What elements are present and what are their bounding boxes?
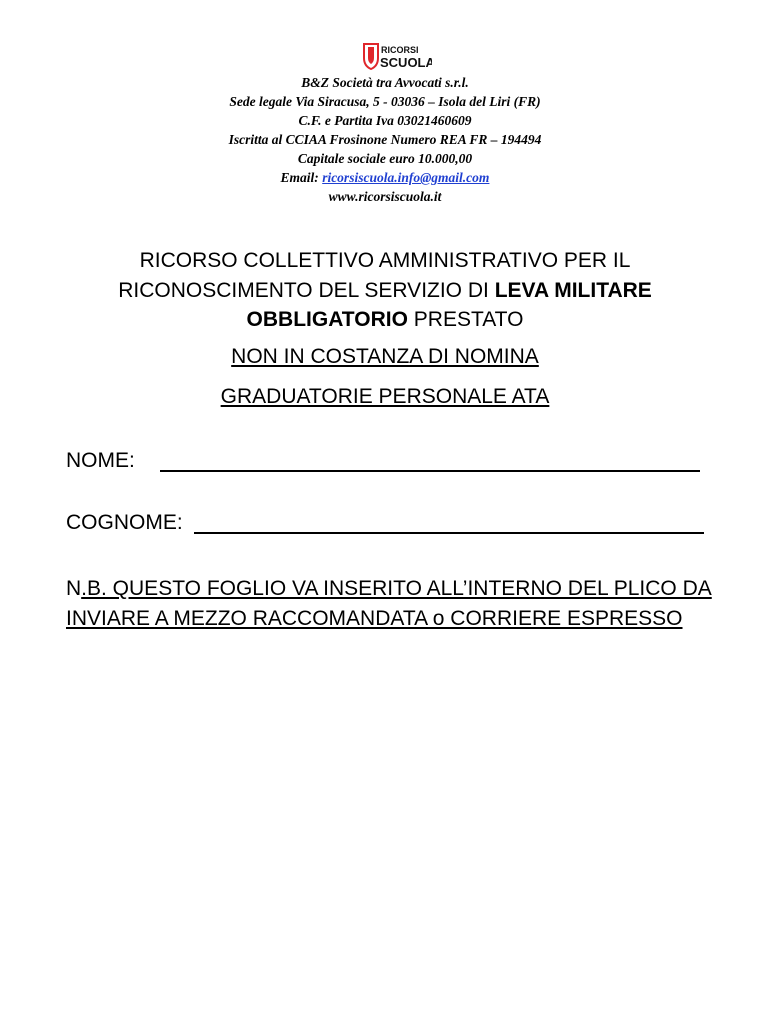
svg-text:SCUOLA: SCUOLA xyxy=(380,55,432,70)
note-line-2: INVIARE A MEZZO RACCOMANDATA o CORRIERE ESPRESSO xyxy=(66,607,683,630)
company-website[interactable]: www.ricorsiscuola.it xyxy=(328,189,442,204)
email-label: Email: xyxy=(280,170,319,185)
subheading-non-in-costanza: NON IN COSTANZA DI NOMINA xyxy=(231,345,539,368)
company-email-line xyxy=(0,168,770,187)
company-address: Sede legale Via Siracusa, 5 - 03036 – Isola del Liri (FR) xyxy=(229,94,541,109)
document-title xyxy=(0,246,770,335)
company-registry: Iscritta al CCIAA Frosinone Numero REA FR – 194494 xyxy=(228,132,542,147)
note-line-1 xyxy=(66,574,746,604)
surname-field-line[interactable] xyxy=(194,532,704,534)
title-line-2-bold: LEVA MILITARE xyxy=(494,278,652,302)
note-line-1-text: .B. QUESTO FOGLIO VA INSERITO ALL’INTERNO DEL PLICO DA xyxy=(81,577,712,600)
name-label: NOME: xyxy=(66,449,135,472)
title-line-2-normal: RICONOSCIMENTO DEL SERVIZIO DI xyxy=(118,278,489,302)
company-name: B&Z Società tra Avvocati s.r.l. xyxy=(301,75,469,90)
shipping-note xyxy=(66,574,746,634)
svg-text:RICORSI: RICORSI xyxy=(381,45,419,55)
title-line-2 xyxy=(0,276,770,306)
company-tax-id: C.F. e Partita Iva 03021460609 xyxy=(298,113,472,128)
title-line-1: RICORSO COLLETTIVO AMMINISTRATIVO PER IL xyxy=(139,249,631,272)
subheading-graduatorie: GRADUATORIE PERSONALE ATA xyxy=(220,385,550,408)
company-capital: Capitale sociale euro 10.000,00 xyxy=(297,151,473,166)
title-line-3-bold: OBBLIGATORIO xyxy=(246,308,408,331)
title-line-3 xyxy=(0,305,770,335)
letterhead xyxy=(0,73,770,206)
surname-label: COGNOME: xyxy=(66,511,183,534)
email-link[interactable]: ricorsiscuola.info@gmail.com xyxy=(322,170,490,185)
ricorsi-scuola-logo xyxy=(362,42,432,70)
name-field-line[interactable] xyxy=(160,470,700,472)
logo-shield-icon xyxy=(362,42,432,70)
title-line-3-normal: PRESTATO xyxy=(413,308,524,331)
note-prefix: N xyxy=(66,577,82,600)
